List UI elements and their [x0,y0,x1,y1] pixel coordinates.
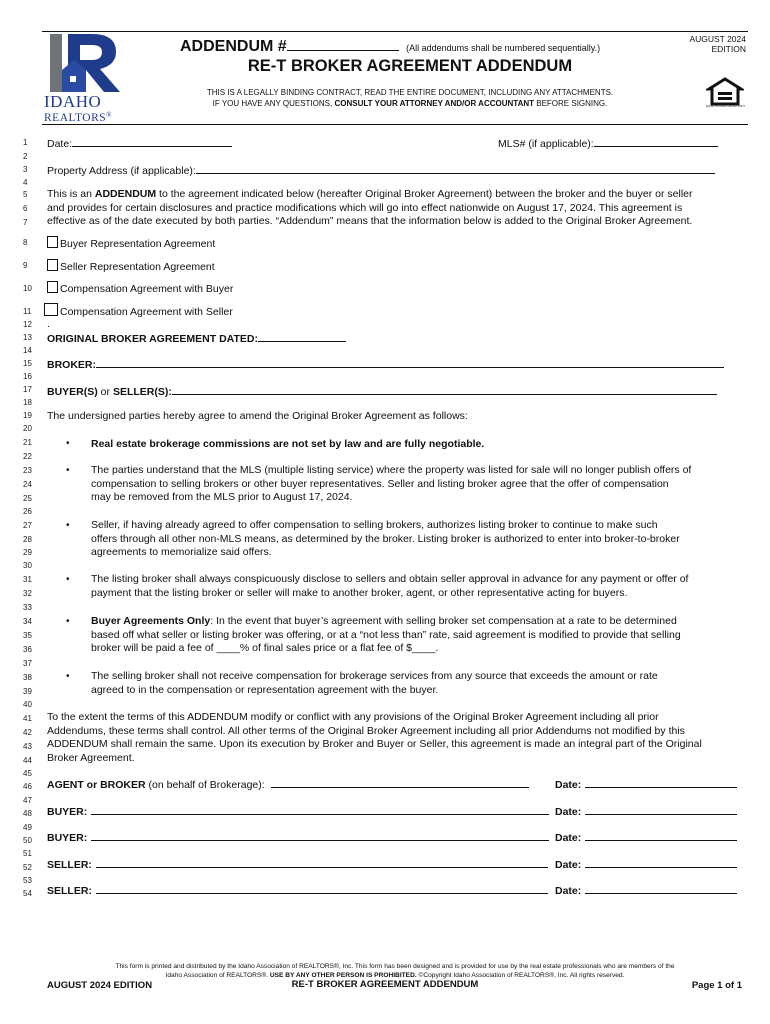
line-number: 25 [23,494,32,503]
option-buyer-representation[interactable]: Buyer Representation Agreement [47,236,215,251]
line-number: 28 [23,535,32,544]
footer-edition: AUGUST 2024 EDITION [47,980,153,991]
line-number: 49 [23,823,32,832]
line-number: 26 [23,507,32,516]
line-number: 40 [23,700,32,709]
signature-agent-date: Date: [555,777,737,792]
bullet-icon: • [66,465,70,476]
buyer1-date-field[interactable] [585,804,737,815]
date-field-row: Date: [47,136,232,151]
mls-input[interactable] [594,136,718,147]
bullet-icon: • [66,616,70,627]
edition-label: AUGUST 2024 EDITION [689,34,746,54]
original-dated-input[interactable] [258,331,346,342]
bullet-selling-broker: The selling broker shall not receive compensation for brokerage services from any source that exceeds the amount or rate agreed to in the compensation or representation agreement with the buyer. [91,670,658,696]
line-number: 22 [23,452,32,461]
option-compensation-buyer[interactable]: Compensation Agreement with Buyer [47,281,233,296]
line-number: 12 [23,320,32,329]
agent-signature-field[interactable] [271,777,529,788]
line-number: 18 [23,398,32,407]
line-number: 47 [23,796,32,805]
line-number: 30 [23,561,32,570]
line-number: 31 [23,575,32,584]
footer-form-name: RE-T BROKER AGREEMENT ADDENDUM [291,979,479,990]
checkbox[interactable] [47,259,58,271]
option-compensation-seller[interactable]: Compensation Agreement with Seller [44,303,233,319]
property-address-input[interactable] [196,163,715,174]
idaho-realtors-logo [44,32,128,124]
equal-housing-icon: EQUAL HOUSING OPPORTUNITY [706,76,744,112]
line-number: 6 [23,204,28,213]
line-number: 48 [23,809,32,818]
bullet-icon: • [66,520,70,531]
logo-r-icon [44,32,128,94]
buyer-seller-input[interactable] [172,384,717,395]
seller2-date-field[interactable] [585,883,737,894]
signature-seller1-date: Date: [555,857,737,872]
line-number: 35 [23,631,32,640]
line-number: 16 [23,372,32,381]
line-number: 32 [23,589,32,598]
date-input[interactable] [72,136,232,147]
signature-agent-row: AGENT or BROKER (on behalf of Brokerage): [47,777,529,792]
line-number: 50 [23,836,32,845]
line-number: 39 [23,687,32,696]
line-number: 14 [23,346,32,355]
logo-idaho-text: IDAHO [44,92,102,111]
buyer2-date-field[interactable] [585,830,737,841]
seller2-signature-field[interactable] [96,883,548,894]
signature-seller2-date: Date: [555,883,737,898]
line-number: 53 [23,876,32,885]
footer-disclaimer: This form is printed and distributed by the Idaho Association of REALTORS®, Inc. This form has been designed and is provided for use by the real estate professionals who are members of the Idaho Association of REALTORS®. USE BY ANY OTHER PERSON IS PROHIBITED. ©Copyright Idaho Association of REALTORS®, Inc. All rights reserved. [115,963,675,979]
original-dated-row: ORIGINAL BROKER AGREEMENT DATED: [47,331,346,346]
legal-notice: THIS IS A LEGALLY BINDING CONTRACT, READ THE ENTIRE DOCUMENT, INCLUDING ANY ATTACHMENTS. IF YOU HAVE ANY QUESTIONS, CONSULT YOUR ATTORNEY AND/OR ACCOUNTANT BEFORE SIGNING. [206,88,614,108]
line-number: 52 [23,863,32,872]
line-number: 15 [23,359,32,368]
bullet-icon: • [66,438,70,449]
buyer-seller-row: BUYER(S) or SELLER(S): [47,384,717,399]
seller1-signature-field[interactable] [96,857,548,868]
closing-paragraph: To the extent the terms of this ADDENDUM modify or conflict with any provisions of the Original Broker Agreement including all prior Addendums, these terms shall control. All other terms of the Original Broker Agreement including all prior Addendums not modified by this ADDENDUM shall remain the same. Upon its execution by Broker and Buyer or Seller, this agreement is made an integral part of the Original Broker Agreement. [47,711,702,764]
signature-seller1-row: SELLER: [47,857,548,872]
header [0,0,770,130]
line-number: 34 [23,617,32,626]
line-number: 2 [23,152,28,161]
bullet-buyer-agreements: Buyer Agreements Only: In the event that buyer’s agreement with selling broker set compensation at a rate to be determined based off what seller or listing broker was offering, or at a “not less than” rate, said agreement is modified to provide that selling broker will be paid a fee of ____% of final sales price or a flat fee of $____. [91,615,681,655]
bullet-mls: The parties understand that the MLS (multiple listing service) where the property was listed for sale will no longer publish offers of compensation to selling brokers or other buyer representatives. Seller and listing broker agree that the offer of compensation may be removed from the MLS prior to August 17, 2024. [91,464,692,504]
line-number: 4 [23,178,28,187]
addendum-number: ADDENDUM # (All addendums shall be numbered sequentially.) [180,38,601,55]
seller1-date-field[interactable] [585,857,737,868]
line-number: 7 [23,218,28,227]
line-number: 27 [23,521,32,530]
line12-mark: . [47,318,50,330]
line-number: 29 [23,548,32,557]
bullet-commissions: Real estate brokerage commissions are not set by law and are fully negotiable. [91,438,485,450]
line-number: 37 [23,659,32,668]
document-title: RE-T BROKER AGREEMENT ADDENDUM [247,57,573,75]
intro-paragraph: This is an ADDENDUM to the agreement indicated below (hereafter Original Broker Agreement) between the broker and the buyer or seller and provides for certain disclosures and practice modifications which will go into effect nationwide on August 17, 2024. This agreement is effective as of the date executed by both parties. “Addendum” means that the information below is added to the Original Broker Agreement. [47,188,693,228]
line-number: 36 [23,645,32,654]
bullet-icon: • [66,574,70,585]
amend-intro: The undersigned parties hereby agree to amend the Original Broker Agreement as follows: [47,410,468,422]
bullet-disclosure: The listing broker shall always conspicuously disclose to sellers and obtain seller approval in advance for any payment or offer of payment that the listing broker or seller will make to another broker, agent, or other representative acting for buyers. [91,573,689,599]
line-number: 38 [23,673,32,682]
bullet-icon: • [66,671,70,682]
line-number: 21 [23,438,32,447]
line-number: 5 [23,190,28,199]
line-number: 44 [23,756,32,765]
checkbox[interactable] [44,303,58,316]
bullet-non-mls: Seller, if having already agreed to offer compensation to selling brokers, authorizes listing broker to continue to make such offers through all other non-MLS means, as determined by the broker. Listing broker is authorized to enter into broker-to-broker agreements to memorialize said offers. [91,519,680,559]
logo-realtors-text: REALTORS® [44,111,112,124]
line-number: 33 [23,603,32,612]
line-number: 20 [23,424,32,433]
line-number: 9 [23,261,28,270]
signature-buyer1-date: Date: [555,804,737,819]
line-number: 11 [23,307,32,316]
line-number: 23 [23,466,32,475]
agent-date-field[interactable] [585,777,737,788]
broker-input[interactable] [96,357,724,368]
footer-page-number: Page 1 of 1 [691,980,742,991]
header-top-rule [42,31,748,32]
buyer1-signature-field[interactable] [91,804,549,815]
property-address-row: Property Address (if applicable): [47,163,715,178]
checkbox[interactable] [47,281,58,293]
addendum-note: (All addendums shall be numbered sequentially.) [406,43,601,53]
line-number: 10 [23,284,32,293]
line-number: 17 [23,385,32,394]
line-number: 51 [23,849,32,858]
option-seller-representation[interactable]: Seller Representation Agreement [47,259,215,274]
signature-buyer2-date: Date: [555,830,737,845]
checkbox[interactable] [47,236,58,248]
buyer2-signature-field[interactable] [91,830,549,841]
signature-buyer2-row: BUYER: [47,830,549,845]
line-number: 45 [23,769,32,778]
line-number: 46 [23,782,32,791]
line-number: 3 [23,165,28,174]
signature-seller2-row: SELLER: [47,883,548,898]
line-number: 8 [23,238,28,247]
header-bottom-rule [42,124,748,125]
addendum-number-field[interactable] [287,36,399,51]
line-number: 24 [23,480,32,489]
mls-field-row: MLS# (if applicable): [498,136,718,151]
line-number: 41 [23,714,32,723]
line-number: 42 [23,728,32,737]
broker-row: BROKER: [47,357,724,372]
signature-buyer1-row: BUYER: [47,804,549,819]
line-number: 1 [23,138,28,147]
line-number: 43 [23,742,32,751]
line-number: 54 [23,889,32,898]
line-number: 13 [23,333,32,342]
line-number: 19 [23,411,32,420]
